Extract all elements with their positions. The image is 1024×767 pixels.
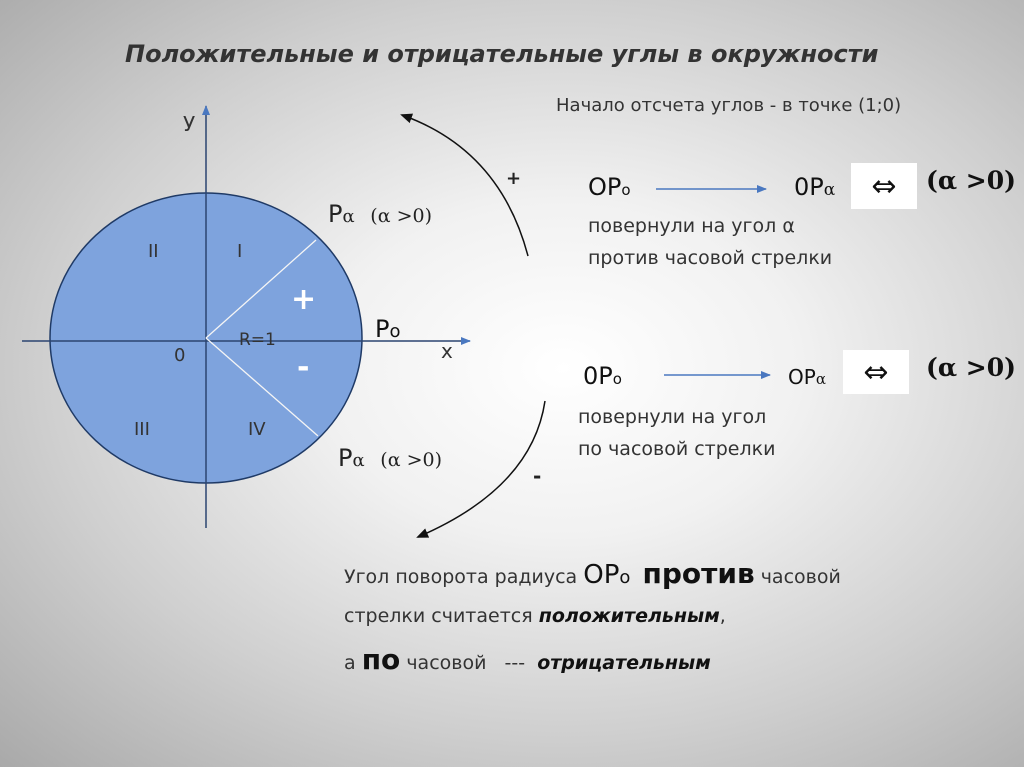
- point-pa-upper-condition: (α >0): [370, 205, 432, 227]
- summary-against: против: [642, 557, 755, 590]
- summary-text-2a: стрелки считается: [344, 605, 539, 627]
- origin-note: Начало отсчета углов - в точке (1;0): [556, 95, 902, 116]
- slide-title: Положительные и отрицательные углы в окружности: [125, 40, 879, 68]
- rule-negative-condition: (α >0): [926, 353, 1016, 382]
- x-axis-label: х: [441, 339, 453, 363]
- rule-positive-from-sub: o: [621, 181, 631, 199]
- summary-text-3b: часовой ---: [400, 652, 538, 674]
- point-pa-lower-condition: (α >0): [380, 449, 442, 471]
- rule-positive-to-main: 0P: [794, 173, 824, 201]
- summary-po: по: [361, 643, 401, 676]
- summary-text-3a: а: [344, 652, 362, 674]
- equivalence-box-positive: [851, 163, 917, 209]
- rule-negative-to-sub: α: [815, 370, 826, 388]
- rule-negative-line1: повернули на угол: [578, 406, 767, 428]
- point-p0-main: P: [375, 315, 390, 343]
- point-pa-upper-main: P: [328, 200, 343, 228]
- summary-line-3: [344, 643, 711, 676]
- point-p0-label: [375, 315, 401, 343]
- rule-positive-line1: повернули на угол α: [588, 215, 795, 237]
- rule-positive-line2: против часовой стрелки: [588, 247, 833, 269]
- plus-sign-in-circle: +: [291, 282, 317, 317]
- point-pa-lower-label: [338, 444, 442, 472]
- rule-negative-to-main: OP: [788, 365, 816, 389]
- rule-positive-from: [588, 173, 631, 201]
- rule-negative-from-sub: o: [612, 370, 622, 388]
- point-pa-upper-label: [328, 200, 432, 228]
- arc-plus-sign: +: [506, 168, 522, 189]
- summary-op: OP: [583, 560, 620, 590]
- radius-label: R=1: [239, 330, 276, 350]
- rule-positive-condition: (α >0): [926, 166, 1016, 195]
- summary-text-1b: часовой: [754, 566, 841, 588]
- quadrant-2-label: II: [148, 241, 159, 262]
- rule-negative-line2: по часовой стрелки: [578, 438, 776, 460]
- point-p0-sub: o: [389, 321, 401, 342]
- equivalence-arrow-icon: ⇔: [871, 168, 897, 204]
- point-pa-lower-sub: α: [352, 450, 365, 471]
- point-pa-lower-main: P: [338, 444, 353, 472]
- quadrant-1-label: I: [237, 241, 243, 262]
- summary-text-1a: Угол поворота радиуса: [344, 566, 584, 588]
- rule-positive-to: [794, 173, 835, 201]
- point-pa-upper-sub: α: [342, 206, 355, 227]
- quadrant-3-label: III: [134, 419, 150, 440]
- origin-label: 0: [174, 345, 186, 366]
- equivalence-arrow-icon: ⇔: [863, 354, 889, 390]
- y-axis-label: У: [183, 112, 196, 136]
- rule-negative-from: [583, 362, 622, 390]
- summary-text-2b: ,: [719, 605, 726, 627]
- rule-negative-from-main: 0P: [583, 362, 613, 390]
- quadrant-4-label: IV: [248, 419, 266, 440]
- summary-positive: положительным: [538, 605, 720, 627]
- minus-sign-in-circle: -: [297, 350, 310, 385]
- rule-positive-from-main: OP: [588, 173, 622, 201]
- arc-minus-sign: -: [533, 464, 542, 488]
- summary-line-2: [344, 605, 726, 627]
- rule-positive-to-sub: α: [823, 180, 836, 200]
- summary-line-1: [344, 557, 841, 590]
- summary-op-sub: o: [619, 567, 631, 588]
- rule-negative-to: [788, 365, 826, 389]
- summary-negative: отрицательным: [537, 652, 711, 674]
- equivalence-box-negative: [843, 350, 909, 394]
